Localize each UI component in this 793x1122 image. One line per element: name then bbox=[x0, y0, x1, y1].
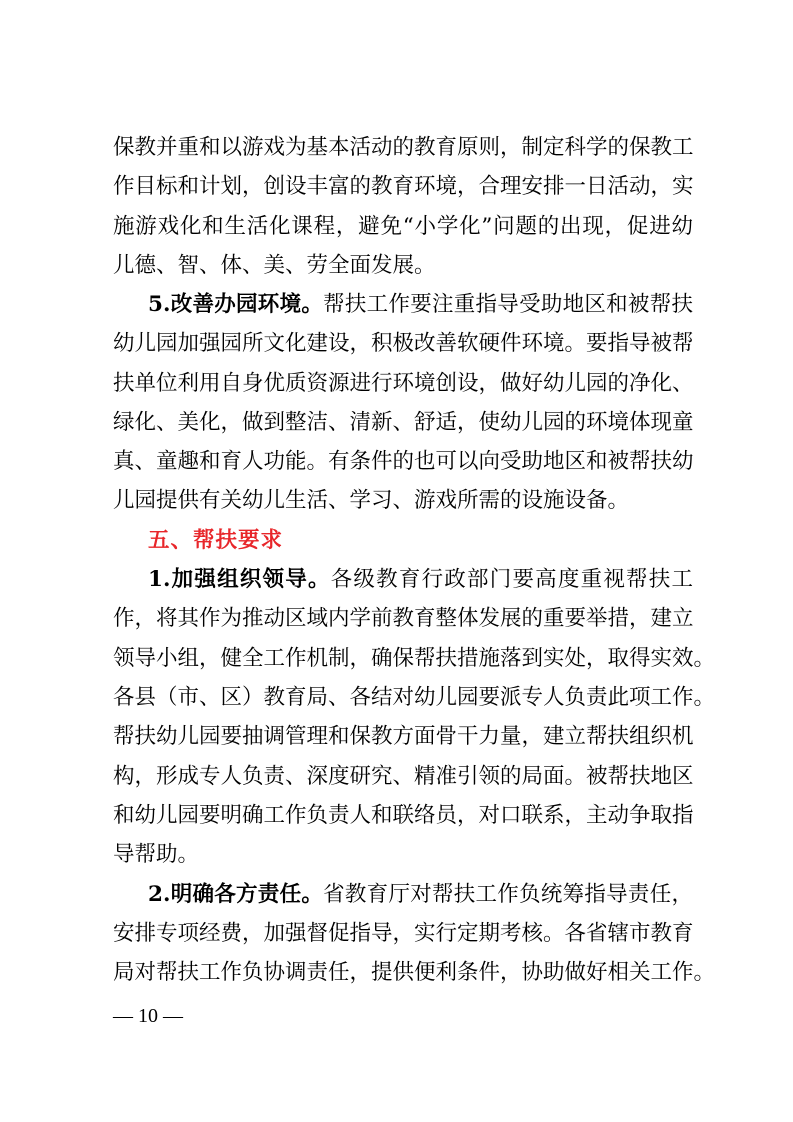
paragraph-line: 儿园提供有关幼儿生活、学习、游戏所需的设施设备。 bbox=[113, 488, 630, 513]
page-number: — 10 — bbox=[113, 1005, 183, 1027]
paragraph-line: 作目标和计划，创设丰富的教育环境，合理安排一日活动，实 bbox=[113, 174, 694, 199]
paragraph-line: 幼儿园加强园所文化建设，积极改善软硬件环境。要指导被帮 bbox=[113, 331, 694, 356]
paragraph-line: 各县（市、区）教育局、各结对幼儿园要派专人负责此项工作。 bbox=[113, 685, 716, 710]
paragraph-line: 帮扶幼儿园要抽调管理和保教方面骨干力量，建立帮扶组织机 bbox=[113, 724, 694, 749]
paragraph-line: 真、童趣和育人功能。有条件的也可以向受助地区和被帮扶幼 bbox=[113, 449, 694, 474]
paragraph-line: 施游戏化和生活化课程，避免“小学化”问题的出现，促进幼 bbox=[113, 214, 693, 239]
paragraph-first-line bbox=[148, 876, 693, 914]
paragraph-lead: 5.改善办园环境。 bbox=[148, 292, 324, 317]
paragraph-line-text: 各级教育行政部门要高度重视帮扶工 bbox=[330, 567, 693, 592]
paragraph-line: 绿化、美化，做到整洁、清新、舒适，使幼儿园的环境体现童 bbox=[113, 410, 694, 435]
paragraph-line: 局对帮扶工作负协调责任，提供便利条件，协助做好相关工作。 bbox=[113, 960, 716, 985]
section-heading: 五、帮扶要求 bbox=[148, 528, 284, 553]
paragraph-line: 儿德、智、体、美、劳全面发展。 bbox=[113, 253, 436, 278]
paragraph-line: 构，形成专人负责、深度研究、精准引领的局面。被帮扶地区 bbox=[113, 764, 694, 789]
paragraph-line: 保教并重和以游戏为基本活动的教育原则，制定科学的保教工 bbox=[113, 135, 694, 160]
paragraph-line: 扶单位利用自身优质资源进行环境创设，做好幼儿园的净化、 bbox=[113, 371, 694, 396]
paragraph-line-text: 帮扶工作要注重指导受助地区和被帮扶 bbox=[323, 292, 693, 317]
paragraph-line: 领导小组，健全工作机制，确保帮扶措施落到实处，取得实效。 bbox=[113, 646, 716, 671]
paragraph-line: 安排专项经费，加强督促指导，实行定期考核。各省辖市教育 bbox=[113, 921, 694, 946]
paragraph-line: 作，将其作为推动区域内学前教育整体发展的重要举措，建立 bbox=[113, 606, 694, 631]
paragraph-lead: 2.明确各方责任。 bbox=[148, 882, 324, 907]
paragraph-line: 和幼儿园要明确工作负责人和联络员，对口联系，主动争取指 bbox=[113, 803, 694, 828]
paragraph-first-line bbox=[148, 561, 693, 599]
paragraph-lead: 1.加强组织领导。 bbox=[148, 567, 331, 592]
paragraph-line: 导帮助。 bbox=[113, 842, 200, 867]
paragraph-line-text: 省教育厅对帮扶工作负统筹指导责任， bbox=[323, 882, 693, 907]
paragraph-first-line bbox=[148, 286, 693, 324]
